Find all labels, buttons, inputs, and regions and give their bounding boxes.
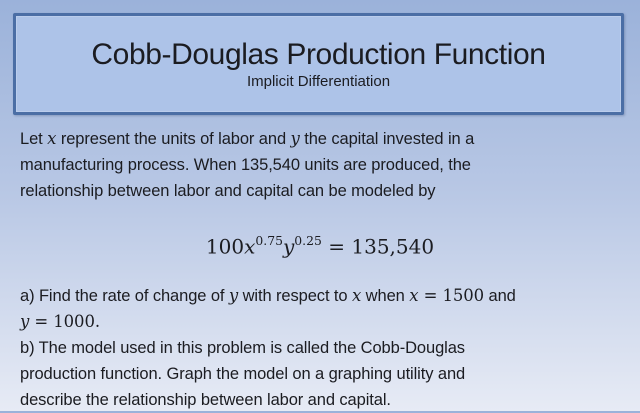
math-segment: = 1000.	[29, 312, 100, 331]
text-line	[20, 387, 626, 413]
math-segment: = 135,540	[321, 234, 435, 259]
text-segment: a) Find the rate of change of	[20, 287, 229, 305]
text-line	[20, 178, 626, 204]
text-line	[20, 309, 626, 335]
math-segment: = 1500	[418, 286, 485, 305]
slide-title: Cobb-Douglas Production Function	[91, 37, 546, 71]
title-box	[13, 13, 624, 115]
text-segment: and	[484, 287, 516, 305]
text-segment: b) The model used in this problem is called the Cobb-Douglas	[20, 339, 465, 357]
production-equation	[0, 227, 640, 262]
math-segment: x	[351, 286, 362, 305]
text-line	[20, 152, 626, 178]
slide-subtitle: Implicit Differentiation	[246, 72, 391, 90]
math-segment: 0.75	[255, 233, 283, 248]
text-line	[0, 227, 640, 262]
math-segment: x	[244, 234, 256, 259]
text-segment: the capital invested in a	[299, 130, 475, 148]
math-segment: y	[290, 129, 300, 148]
text-segment: relationship between labor and capital can be modeled by	[20, 182, 436, 200]
text-segment: Let	[20, 130, 48, 148]
text-segment: represent the units of labor and	[56, 130, 291, 148]
text-segment: manufacturing process. When 135,540 units are produced, the	[20, 156, 471, 174]
math-segment: y	[228, 286, 239, 305]
text-line	[20, 335, 626, 361]
text-segment: with respect to	[238, 287, 352, 305]
math-segment: 100	[205, 234, 245, 259]
text-segment: when	[361, 287, 410, 305]
text-line	[20, 126, 626, 152]
math-segment: x	[409, 286, 419, 305]
text-segment: production function. Graph the model on a graphing utility and	[20, 365, 466, 383]
text-line	[20, 283, 626, 309]
math-segment: 0.25	[294, 233, 322, 248]
math-segment: x	[47, 129, 57, 148]
intro-paragraph	[20, 126, 626, 204]
text-segment: describe the relationship between labor and capital.	[20, 391, 391, 409]
text-line	[20, 361, 626, 387]
math-segment: y	[282, 234, 295, 259]
tasks-paragraph	[20, 283, 626, 413]
math-segment: y	[20, 312, 30, 331]
